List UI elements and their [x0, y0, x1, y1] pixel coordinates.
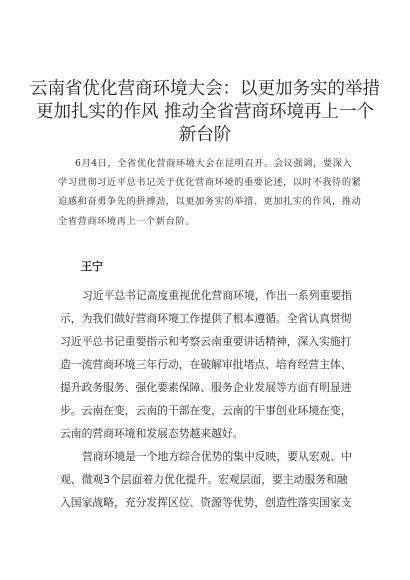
body-line: 云南的营商环境和发展态势越来越好。 [60, 427, 244, 440]
author-name: 王宁 [81, 260, 103, 273]
body-paragraph-1 [60, 284, 360, 445]
body-line: 提升政务服务、强化要素保障、服务企业发展等方面有明显进 [60, 381, 352, 394]
body-line: 造一流营商环境三年行动，在破解审批堵点、培育经营主体、 [60, 358, 352, 371]
article-title [30, 78, 380, 147]
body-line: 习近平总书记高度重视优化营商环境，作出一系列重要指 [82, 289, 352, 302]
article-summary [58, 154, 364, 231]
body-line: 示，为我们做好营商环境工作提供了根本遵循。全省认真贯彻 [60, 312, 352, 325]
body-line: 营商环境是一个地方综合优势的集中反映，要从宏观、中 [82, 450, 352, 463]
summary-line: 6月4日，全省优化营商环境大会在昆明召开。会议强调，要深入 [75, 158, 353, 169]
body-line: 观、微观3个层面着力优化提升。宏观层面，要主动服务和融 [60, 473, 348, 486]
summary-line: 学习贯彻习近平总书记关于优化营商环境的重要论述，以时不我待的紧 [58, 177, 362, 189]
summary-line: 迫感和奋勇争先的拼搏劲，以更加务实的举措、更加扎实的作风，推动 [58, 196, 362, 208]
title-line: 更加扎实的作风 推动全省营商环境再上一个 [35, 102, 375, 122]
title-line: 云南省优化营商环境大会：以更加务实的举措 [30, 79, 380, 99]
title-line: 新台阶 [178, 125, 232, 145]
article-body [60, 284, 360, 514]
body-line: 习近平总书记重要指示和考察云南重要讲话精神，深入实施打 [60, 335, 352, 348]
summary-line: 全省营商环境再上一个新台阶。 [58, 215, 196, 227]
body-paragraph-2 [60, 445, 360, 514]
body-line: 步。云南在变，云南的干部在变，云南的干事创业环境在变， [60, 404, 352, 417]
body-line: 入国家战略，充分发挥区位、资源等优势，创造性落实国家支 [60, 496, 352, 509]
